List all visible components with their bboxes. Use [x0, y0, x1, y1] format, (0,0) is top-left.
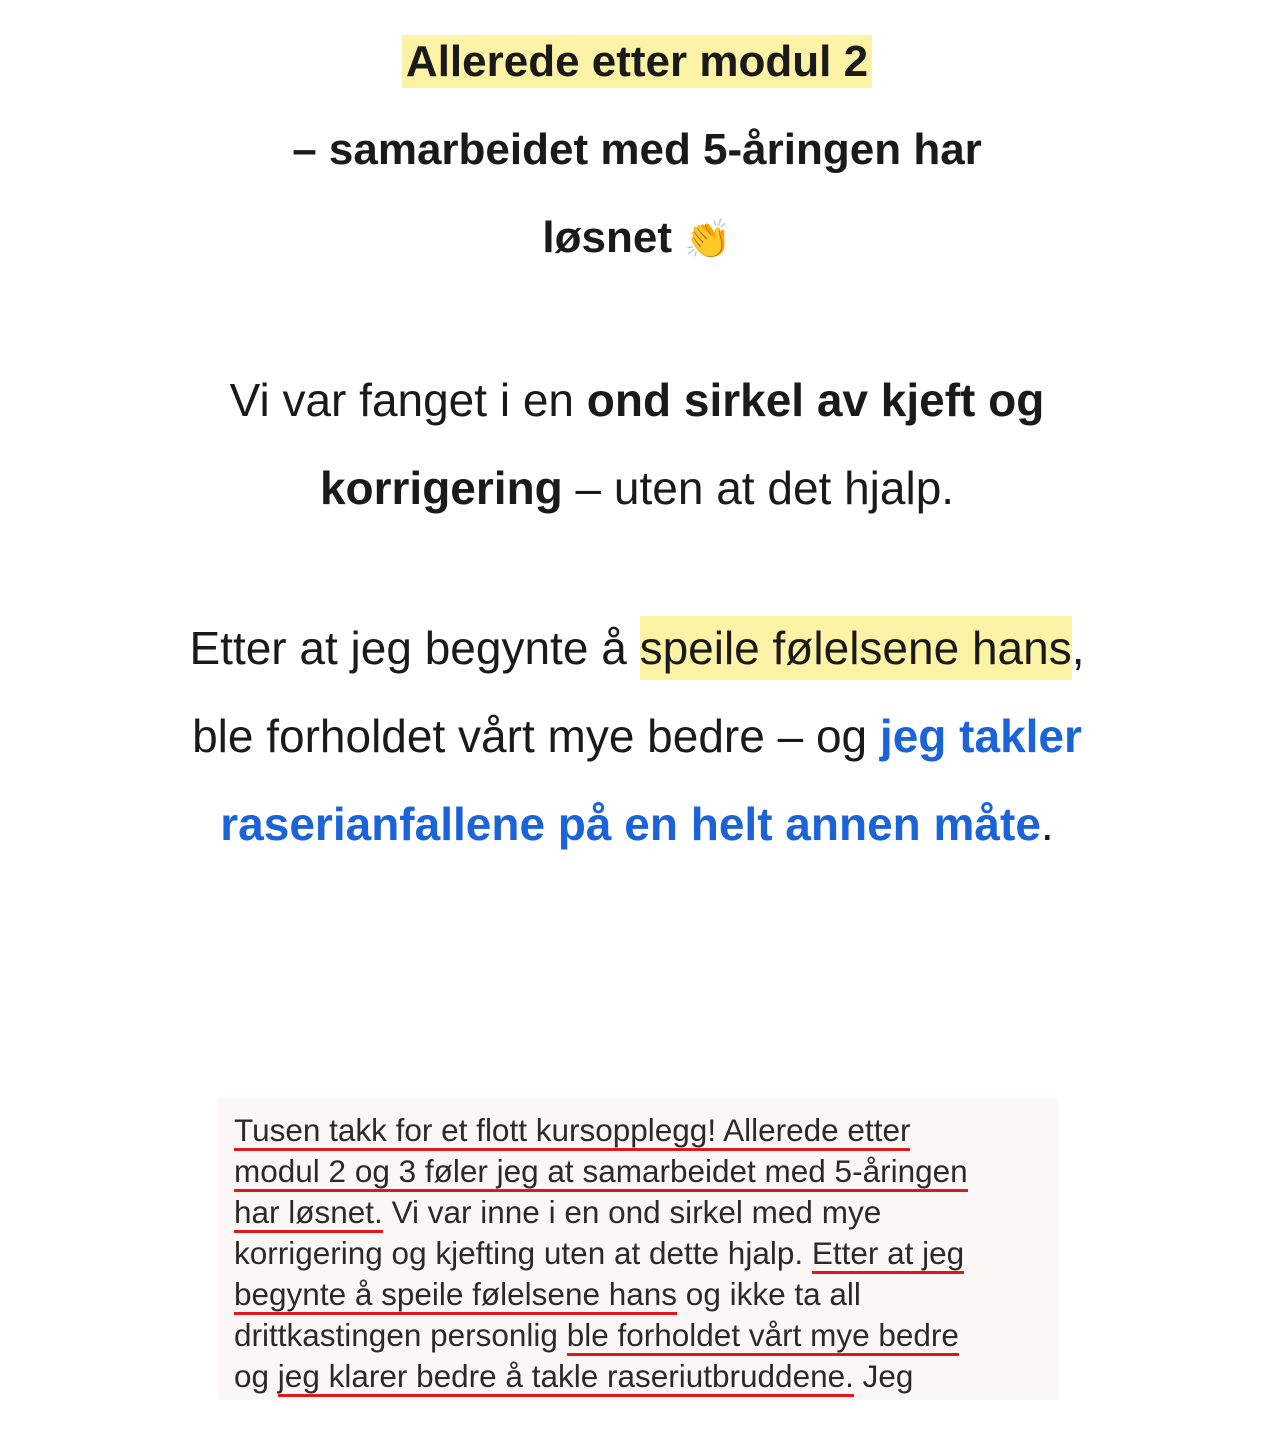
- review-text-7a: og: [234, 1358, 278, 1394]
- para2-mid: , ble forholdet vårt mye bedre – og: [192, 622, 1085, 762]
- review-line-5: [234, 1274, 1058, 1315]
- review-text-5b: og ikke ta all: [677, 1276, 861, 1312]
- testimonial-paragraph-1: [180, 356, 1094, 532]
- review-text-3b: Vi var inne i en ond sirkel med mye: [382, 1194, 882, 1230]
- review-line-3: [234, 1192, 1058, 1233]
- review-line-4: [234, 1233, 1058, 1274]
- review-underline-5: begynte å speile følelsene hans: [234, 1276, 677, 1315]
- review-underline-3: har løsnet.: [234, 1194, 383, 1233]
- review-line-2: [234, 1151, 1058, 1192]
- para1-bold: ond sirkel av kjeft og korrigering: [319, 374, 1045, 514]
- review-underline-4: Etter at jeg: [812, 1235, 964, 1274]
- review-line-7: [234, 1356, 1058, 1397]
- clapping-hands-icon: 👏: [684, 217, 732, 261]
- review-text: [234, 1110, 1058, 1397]
- para1-lead: Vi var fanget i en: [229, 374, 587, 426]
- para2-end: .: [1040, 798, 1054, 850]
- para2-lead: Etter at jeg begynte å: [189, 622, 640, 674]
- review-text-6a: drittkastingen personlig: [234, 1317, 567, 1353]
- headline-line-3: [0, 194, 1274, 283]
- headline-line-2: – samarbeidet med 5-åringen har: [292, 125, 982, 174]
- review-line-6: [234, 1315, 1058, 1356]
- para1-tail: – uten at det hjalp.: [562, 462, 955, 514]
- headline-highlight: Allerede etter modul 2: [402, 35, 872, 88]
- review-text-4a: korrigering og kjefting uten at dette hjalp.: [234, 1235, 812, 1271]
- review-text-7c: Jeg: [853, 1358, 914, 1394]
- headline-line-1: [0, 18, 1274, 106]
- para2-blue-emphasis: jeg takler raserianfallene på en helt annen måte: [220, 710, 1082, 850]
- review-underline-7: jeg klarer bedre å takle raseriutbruddene.: [278, 1358, 854, 1397]
- headline-line-3-text: løsnet: [542, 213, 672, 262]
- headline: [0, 18, 1274, 283]
- review-underline-1: Tusen takk for et flott kursopplegg! Allerede etter: [234, 1112, 910, 1151]
- review-line-1: [234, 1110, 1058, 1151]
- review-underline-2: modul 2 og 3 føler jeg at samarbeidet med 5-åringen: [234, 1153, 968, 1192]
- review-underline-6: ble forholdet vårt mye bedre: [567, 1317, 959, 1356]
- testimonial-paragraph-2: [180, 604, 1094, 868]
- para2-highlight: speile følelsene hans: [640, 616, 1072, 680]
- review-screenshot: [218, 1098, 1058, 1400]
